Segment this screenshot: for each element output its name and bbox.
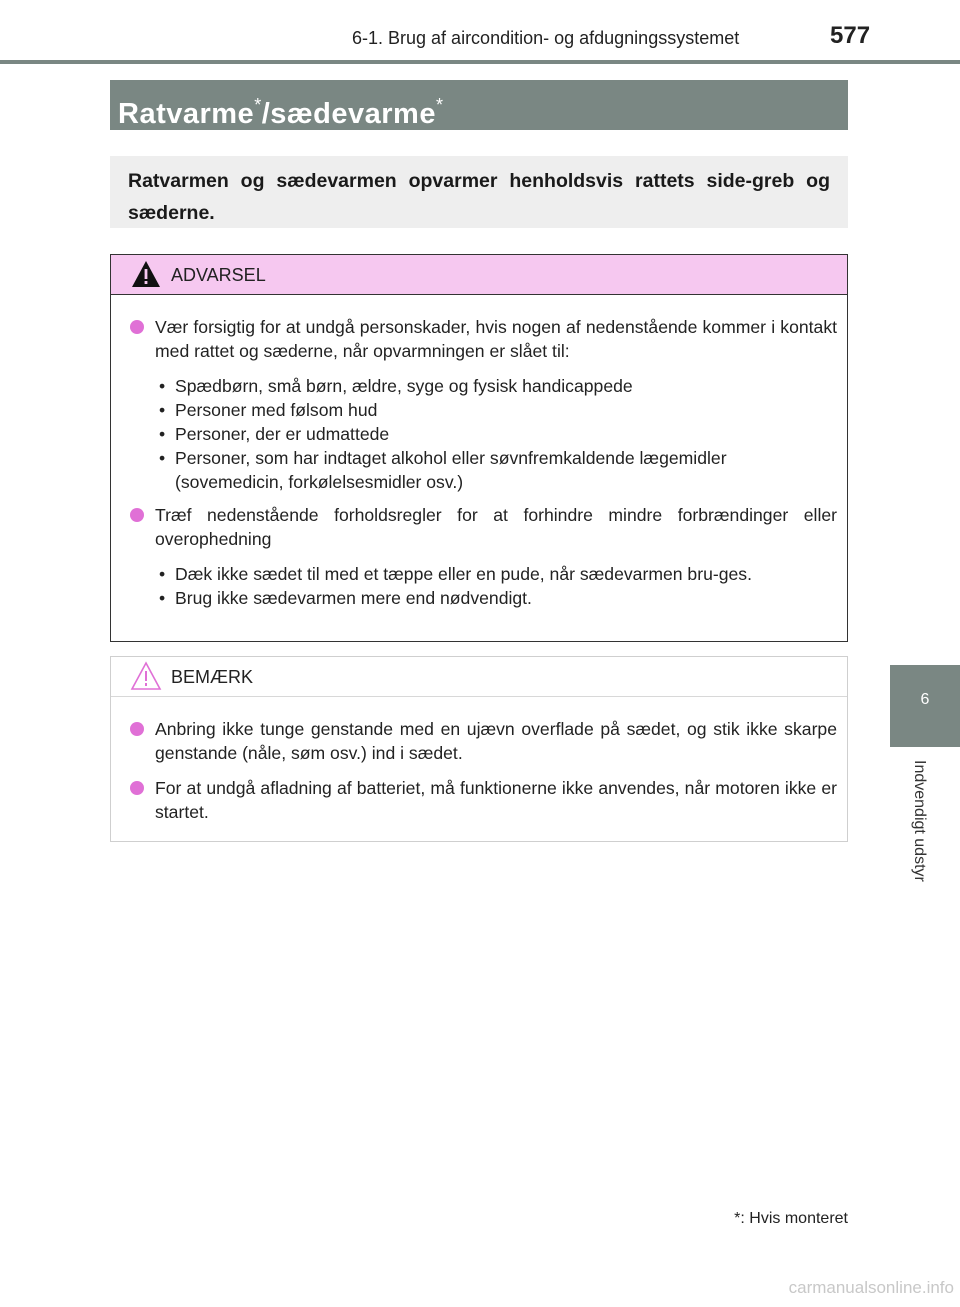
chapter-label xyxy=(880,760,940,920)
bullet-icon: • xyxy=(159,588,166,608)
list-item xyxy=(155,562,837,586)
watermark: carmanualsonline.info xyxy=(788,1278,954,1297)
warning-sublist xyxy=(130,374,837,494)
warning-sublist xyxy=(130,562,837,610)
note-heading: BEMÆRK xyxy=(171,667,254,687)
warning-box xyxy=(110,254,848,642)
note-item-text: For at undgå afladning af batteriet, må funktionerne ikke anvendes, når motoren ikke er startet. xyxy=(155,778,837,822)
chapter-label-text: Indvendigt udstyr xyxy=(911,760,928,882)
bullet-icon: • xyxy=(159,564,166,584)
list-item-text: Spædbørn, små børn, ældre, syge og fysisk handicappede xyxy=(175,376,633,396)
intro-text: Ratvarmen og sædevarmen opvarmer henholdsvis rattets side-greb og sæderne. xyxy=(110,156,848,228)
list-item-text: Personer med følsom hud xyxy=(175,400,378,420)
list-item-text: Brug ikke sædevarmen mere end nødvendigt. xyxy=(175,588,532,608)
asterisk-icon: * xyxy=(734,1210,741,1227)
note-box xyxy=(110,656,848,842)
warning-item xyxy=(130,503,837,551)
bullet-dot-icon xyxy=(130,508,144,522)
warning-item-text: Vær forsigtig for at undgå personskader, hvis nogen af nedenstående kommer i kontakt med rattet og sæderne, når opvarmningen er slået til: xyxy=(155,317,837,361)
warning-heading: ADVARSEL xyxy=(171,265,266,285)
list-item xyxy=(155,398,837,422)
header-rule xyxy=(0,60,960,64)
note-item-text: Anbring ikke tunge genstande med en ujævn overflade på sædet, og stik ikke skarpe genstande (nåle, søm osv.) ind i sædet. xyxy=(155,719,837,763)
title-part1: Ratvarme xyxy=(118,98,255,130)
bullet-dot-icon xyxy=(130,320,144,334)
list-item xyxy=(155,422,837,446)
list-item-text: Dæk ikke sædet til med et tæppe eller en pude, når sædevarmen bru-ges. xyxy=(175,564,752,584)
footnote xyxy=(734,1210,848,1228)
warning-item xyxy=(130,315,837,363)
list-item xyxy=(155,374,837,398)
bullet-dot-icon xyxy=(130,781,144,795)
list-item-text: Personer, som har indtaget alkohol eller søvnfremkaldende lægemidler (sovemedicin, forkølelsesmidler osv.) xyxy=(175,448,727,492)
footnote-text: : Hvis monteret xyxy=(740,1210,848,1227)
note-header xyxy=(111,657,847,697)
caution-triangle-icon xyxy=(130,660,162,692)
list-item-text: Personer, der er udmattede xyxy=(175,424,390,444)
bullet-icon: • xyxy=(159,376,166,396)
note-item xyxy=(130,717,837,765)
asterisk-icon: * xyxy=(435,95,444,115)
title-part2: /sædevarme xyxy=(261,98,436,130)
warning-header xyxy=(111,255,847,295)
asterisk-icon: * xyxy=(254,95,262,115)
list-item xyxy=(155,586,837,610)
bullet-icon: • xyxy=(159,424,166,444)
bullet-icon: • xyxy=(159,400,166,420)
page-title xyxy=(110,80,848,130)
chapter-tab: 6 xyxy=(890,665,960,747)
note-item xyxy=(130,776,837,824)
warning-triangle-icon xyxy=(130,258,162,290)
bullet-icon: • xyxy=(159,448,166,468)
list-item xyxy=(155,446,837,494)
bullet-dot-icon xyxy=(130,722,144,736)
warning-item-text: Træf nedenstående forholdsregler for at forhindre mindre forbrændinger eller overophedning xyxy=(155,505,837,549)
section-title: 6-1. Brug af aircondition- og afdugningssystemet xyxy=(352,28,740,48)
page-number: 577 xyxy=(830,22,871,49)
